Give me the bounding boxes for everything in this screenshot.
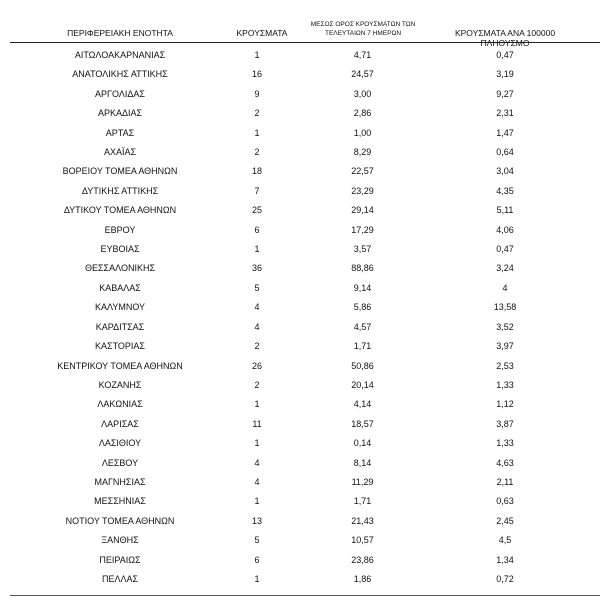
cell-cases: 5: [254, 282, 260, 293]
table-header: [0, 0, 602, 48]
table-row: [0, 261, 602, 280]
cell-cases: 25: [251, 205, 262, 216]
cell-cases: 7: [254, 185, 260, 196]
cell-avg-7-days: 8,29: [353, 147, 372, 158]
table-body: [0, 48, 602, 591]
table-row: [0, 572, 602, 591]
cell-per-100k: 2,31: [496, 108, 514, 119]
cell-cases: 5: [254, 535, 260, 546]
cell-per-100k: 3,19: [496, 69, 514, 80]
cell-avg-7-days: 10,57: [351, 535, 374, 546]
cell-region: ΛΑΡΙΣΑΣ: [101, 418, 139, 429]
table-row: [0, 533, 602, 552]
cell-cases: 2: [254, 147, 260, 158]
table-row: [0, 436, 602, 455]
table-row: [0, 417, 602, 436]
table-row: [0, 184, 602, 203]
header-cases: ΚΡΟΥΣΜΑΤΑ: [236, 28, 288, 38]
cell-per-100k: 2,45: [496, 515, 514, 526]
table-row: [0, 553, 602, 572]
cell-region: ΚΑΣΤΟΡΙΑΣ: [95, 341, 145, 352]
cell-avg-7-days: 88,86: [351, 263, 374, 274]
cell-cases: 18: [251, 166, 262, 177]
header-avg-line-1: ΜΕΣΟΣ ΟΡΟΣ ΚΡΟΥΣΜΑΤΩΝ ΤΩΝ: [310, 21, 416, 28]
cell-cases: 36: [251, 263, 262, 274]
table-row: [0, 126, 602, 145]
table-row: [0, 456, 602, 475]
cell-per-100k: 0,63: [496, 496, 514, 507]
cell-region: ΑΡΤΑΣ: [105, 127, 135, 138]
cell-region: ΑΧΑΪΑΣ: [103, 147, 137, 158]
cell-per-100k: 0,64: [496, 147, 514, 158]
table-row: [0, 475, 602, 494]
table-row: [0, 145, 602, 164]
table-row: [0, 106, 602, 125]
cell-per-100k: 3,04: [496, 166, 514, 177]
cell-cases: 1: [254, 438, 260, 449]
cell-region: ΕΥΒΟΙΑΣ: [100, 244, 140, 255]
cell-region: ΑΡΚΑΔΙΑΣ: [97, 108, 143, 119]
header-avg-line-2: ΤΕΛΕΥΤΑΙΩΝ 7 ΗΜΕΡΩΝ: [324, 30, 402, 37]
cell-per-100k: 2,11: [496, 476, 514, 487]
table-row: [0, 48, 602, 67]
cell-cases: 13: [251, 515, 262, 526]
table-row: [0, 397, 602, 416]
cell-per-100k: 4: [502, 282, 508, 293]
cell-per-100k: 3,87: [496, 418, 514, 429]
cell-avg-7-days: 4,57: [353, 321, 372, 332]
table-row: [0, 378, 602, 397]
cell-avg-7-days: 9,14: [353, 282, 372, 293]
cell-avg-7-days: 1,86: [353, 573, 372, 584]
cell-avg-7-days: 21,43: [351, 515, 374, 526]
bottom-divider: [10, 595, 600, 596]
cell-region: ΚΑΡΔΙΤΣΑΣ: [95, 321, 145, 332]
cell-per-100k: 9,27: [496, 88, 514, 99]
cell-region: ΛΑΣΙΘΙΟΥ: [98, 438, 142, 449]
cell-cases: 1: [254, 573, 260, 584]
cell-cases: 1: [254, 244, 260, 255]
cell-per-100k: 4,06: [496, 224, 514, 235]
cell-avg-7-days: 18,57: [351, 418, 374, 429]
cell-region: ΠΕΛΛΑΣ: [101, 573, 139, 584]
cell-region: ΘΕΣΣΑΛΟΝΙΚΗΣ: [84, 263, 156, 274]
cell-region: ΚΕΝΤΡΙΚΟΥ ΤΟΜΕΑ ΑΘΗΝΩΝ: [57, 360, 183, 371]
header-per-100k: ΚΡΟΥΣΜΑΤΑ ΑΝΑ 100000 ΠΛΗΘΥΣΜΟ: [454, 28, 556, 48]
cell-per-100k: 1,47: [496, 127, 514, 138]
cell-avg-7-days: 2,86: [353, 108, 372, 119]
table-row: [0, 203, 602, 222]
table-row: [0, 339, 602, 358]
cell-per-100k: 4,63: [496, 457, 514, 468]
cell-cases: 11: [252, 418, 262, 429]
cell-region: ΝΟΤΙΟΥ ΤΟΜΕΑ ΑΘΗΝΩΝ: [65, 515, 175, 526]
cell-avg-7-days: 22,57: [351, 166, 374, 177]
table-row: [0, 223, 602, 242]
table-row: [0, 514, 602, 533]
table-row: [0, 242, 602, 261]
cell-cases: 2: [254, 341, 260, 352]
cell-cases: 1: [254, 496, 260, 507]
cell-cases: 4: [254, 457, 260, 468]
cell-cases: 6: [254, 554, 260, 565]
cell-region: ΚΑΛΥΜΝΟΥ: [94, 302, 146, 313]
cell-per-100k: 0,72: [496, 573, 514, 584]
cell-avg-7-days: 23,29: [351, 185, 374, 196]
cell-region: ΞΑΝΘΗΣ: [101, 535, 139, 546]
table-row: [0, 320, 602, 339]
cell-avg-7-days: 1,00: [353, 127, 372, 138]
cell-per-100k: 2,53: [496, 360, 514, 371]
cell-region: ΑΙΤΩΛΟΑΚΑΡΝΑΝΙΑΣ: [74, 50, 166, 60]
table-row: [0, 164, 602, 183]
cell-region: ΚΟΖΑΝΗΣ: [98, 379, 142, 390]
cell-per-100k: 0,47: [496, 50, 514, 60]
cell-per-100k: 1,12: [496, 399, 514, 410]
cell-region: ΔΥΤΙΚΗΣ ΑΤΤΙΚΗΣ: [81, 185, 159, 196]
header-divider: [10, 42, 600, 43]
table-row: [0, 281, 602, 300]
cell-avg-7-days: 20,14: [351, 379, 374, 390]
cell-region: ΜΕΣΣΗΝΙΑΣ: [94, 496, 146, 507]
cell-cases: 16: [251, 69, 262, 80]
cell-avg-7-days: 3,00: [353, 88, 372, 99]
cell-region: ΔΥΤΙΚΟΥ ΤΟΜΕΑ ΑΘΗΝΩΝ: [63, 205, 177, 216]
cell-per-100k: 3,24: [496, 263, 514, 274]
table-row: [0, 67, 602, 86]
cell-per-100k: 0,47: [496, 244, 514, 255]
cell-region: ΚΑΒΑΛΑΣ: [99, 282, 141, 293]
cell-avg-7-days: 24,57: [351, 69, 374, 80]
cell-cases: 1: [254, 399, 260, 410]
cell-avg-7-days: 8,14: [353, 457, 372, 468]
cell-per-100k: 1,33: [496, 379, 514, 390]
cell-region: ΛΑΚΩΝΙΑΣ: [97, 399, 143, 410]
cell-avg-7-days: 4,14: [353, 399, 372, 410]
cell-per-100k: 1,34: [496, 554, 514, 565]
cell-per-100k: 3,52: [496, 321, 514, 332]
cell-cases: 26: [251, 360, 262, 371]
cell-per-100k: 5,11: [496, 205, 514, 216]
table-row: [0, 300, 602, 319]
cell-per-100k: 4,5: [498, 535, 512, 546]
header-region: ΠΕΡΙΦΕΡΕΙΑΚΗ ΕΝΟΤΗΤΑ: [67, 28, 173, 38]
cell-region: ΜΑΓΝΗΣΙΑΣ: [94, 476, 146, 487]
cell-cases: 2: [254, 108, 260, 119]
cell-avg-7-days: 29,14: [351, 205, 374, 216]
cell-avg-7-days: 11,29: [351, 476, 374, 487]
cell-per-100k: 4,35: [496, 185, 514, 196]
cell-avg-7-days: 4,71: [353, 50, 372, 60]
table-row: [0, 359, 602, 378]
cell-cases: 4: [254, 302, 260, 313]
cell-cases: 1: [254, 127, 260, 138]
cell-avg-7-days: 1,71: [353, 496, 372, 507]
cell-avg-7-days: 23,86: [351, 554, 374, 565]
cell-avg-7-days: 3,57: [353, 244, 372, 255]
cell-region: ΛΕΣΒΟΥ: [101, 457, 139, 468]
cell-region: ΕΒΡΟΥ: [104, 224, 136, 235]
cell-region: ΒΟΡΕΙΟΥ ΤΟΜΕΑ ΑΘΗΝΩΝ: [62, 166, 178, 177]
cell-cases: 9: [254, 88, 260, 99]
table-row: [0, 494, 602, 513]
cell-cases: 6: [254, 224, 260, 235]
cell-avg-7-days: 17,29: [351, 224, 374, 235]
cell-region: ΑΡΓΟΛΙΔΑΣ: [95, 88, 145, 99]
cell-cases: 1: [254, 50, 260, 60]
cell-avg-7-days: 50,86: [351, 360, 374, 371]
cell-cases: 2: [254, 379, 260, 390]
cell-avg-7-days: 0,14: [353, 438, 372, 449]
cell-cases: 4: [254, 476, 260, 487]
cell-cases: 4: [254, 321, 260, 332]
cell-region: ΑΝΑΤΟΛΙΚΗΣ ΑΤΤΙΚΗΣ: [72, 69, 168, 80]
cell-per-100k: 1,33: [496, 438, 514, 449]
header-avg-7-days: [298, 20, 428, 38]
cell-avg-7-days: 5,86: [353, 302, 372, 313]
cell-region: ΠΕΙΡΑΙΩΣ: [99, 554, 141, 565]
cell-per-100k: 13,58: [493, 302, 517, 313]
table-row: [0, 87, 602, 106]
cell-per-100k: 3,97: [496, 341, 514, 352]
cell-avg-7-days: 1,71: [353, 341, 372, 352]
